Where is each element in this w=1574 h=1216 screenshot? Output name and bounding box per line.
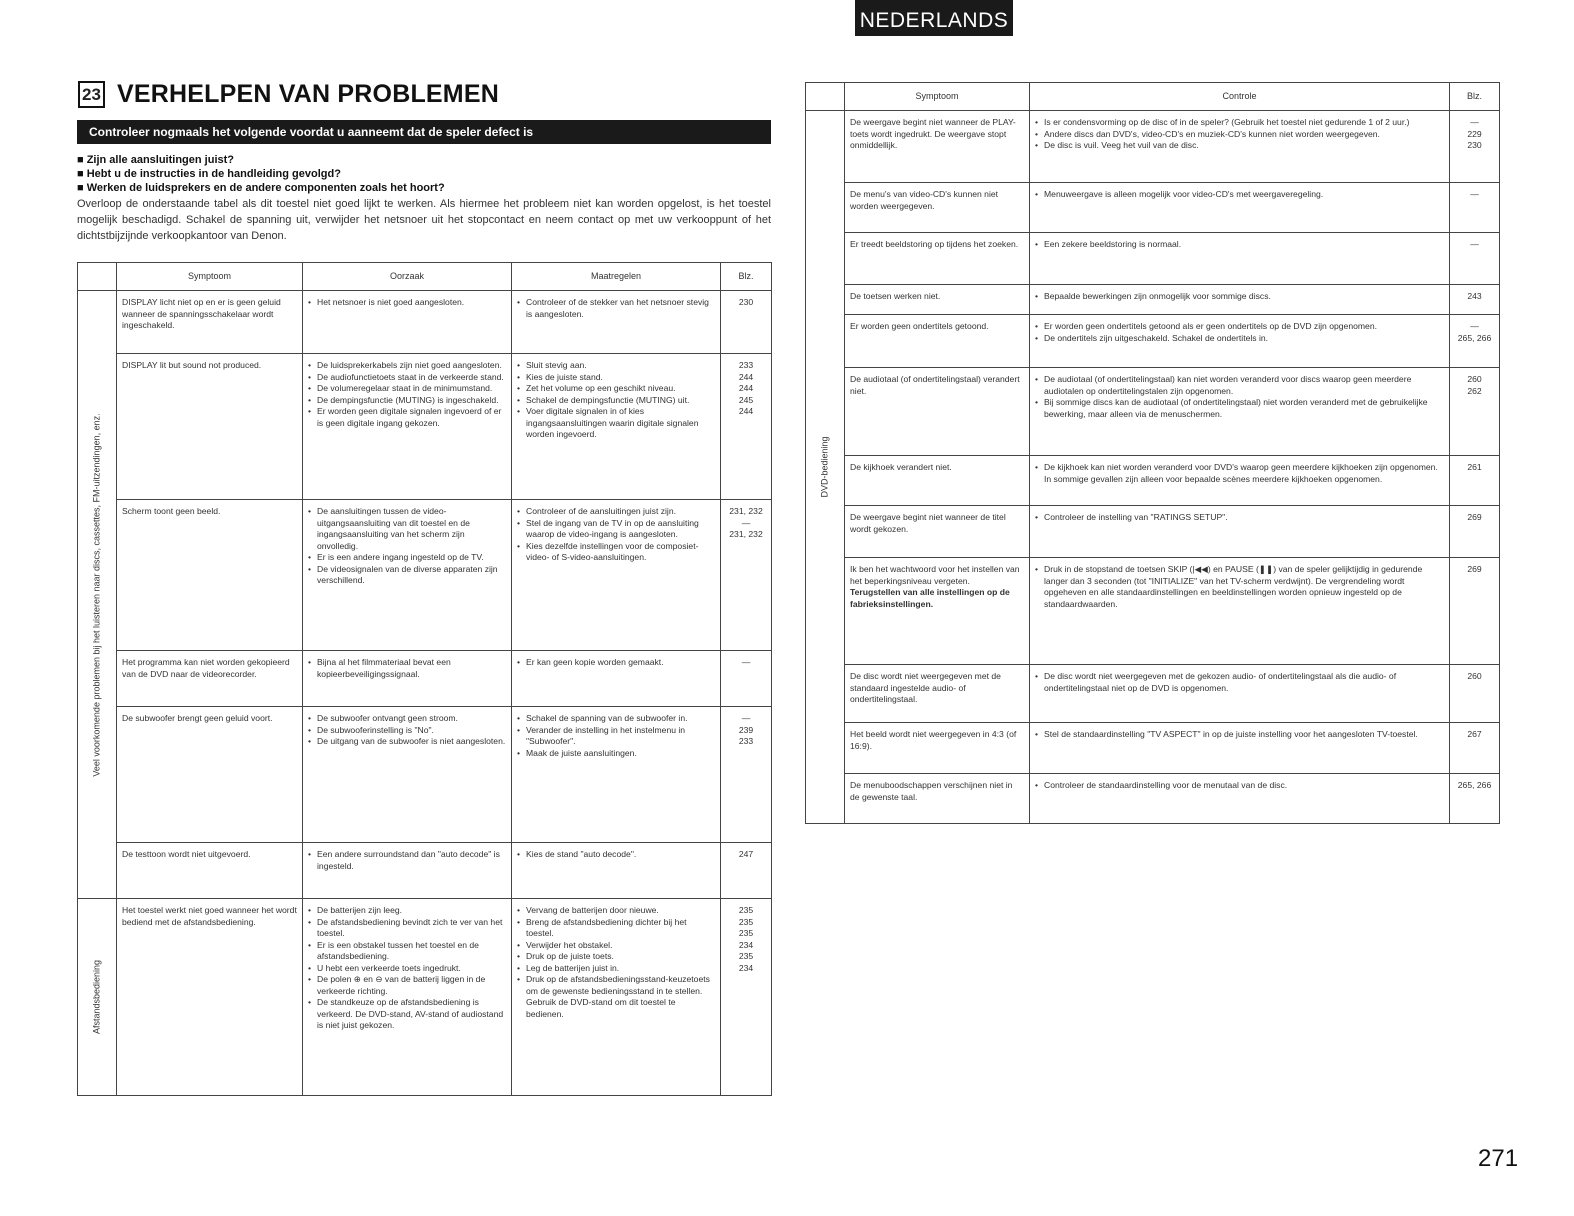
symptom-cell: DISPLAY licht niet op en er is geen geluid wanneer de spanningsschakelaar wordt ingeschakeld.	[117, 291, 303, 354]
remedy-item: • Schakel de spanning van de subwoofer in.	[517, 713, 715, 725]
page-ref-list	[1455, 117, 1494, 152]
check-cell	[1030, 456, 1450, 506]
cause-item-list	[308, 360, 506, 429]
check-item: • Bij sommige discs kan de audiotaal (of ondertitelingstaal) niet worden veranderd met de gebruikelijke bewerking, maar alleen via de menuschermen.	[1035, 397, 1444, 420]
left-troubleshooting-table	[77, 262, 772, 1096]
cause-item: • Er worden geen digitale signalen ingevoerd of er is geen digitale ingang gekozen.	[308, 406, 506, 429]
cause-item: • De batterijen zijn leeg.	[308, 905, 506, 917]
check-cell	[1030, 315, 1450, 368]
symptom-cell: De subwoofer brengt geen geluid voort.	[117, 707, 303, 843]
symptom-text: De audiotaal (of ondertitelingstaal) verandert niet.	[850, 374, 1020, 396]
table-row	[806, 558, 1500, 665]
remedy-item: • Kies de stand "auto decode".	[517, 849, 715, 861]
table-row	[78, 291, 772, 354]
cause-item-list	[308, 506, 506, 587]
page-cell	[1450, 285, 1500, 315]
header-blank	[78, 263, 117, 291]
table-row	[78, 899, 772, 1096]
check-item: • De disc is vuil. Veeg het vuil van de disc.	[1035, 140, 1444, 152]
check-item: ■ Werken de luidsprekers en de andere componenten zoals het hoort?	[77, 182, 445, 194]
cause-cell	[303, 651, 512, 707]
cause-item-list	[308, 849, 506, 872]
page-ref: 244	[738, 383, 754, 393]
page-cell	[721, 354, 772, 500]
header-remedy: Maatregelen	[512, 263, 721, 291]
page-cell	[721, 500, 772, 651]
check-cell	[1030, 285, 1450, 315]
check-item-list	[1035, 189, 1444, 201]
page-cell	[1450, 456, 1500, 506]
remedy-item: • Controleer of de aansluitingen juist zijn.	[517, 506, 715, 518]
cause-item-list	[308, 713, 506, 748]
symptom-cell	[845, 315, 1030, 368]
remedy-item-list	[517, 713, 715, 759]
page-ref-list	[1455, 374, 1494, 397]
cause-cell	[303, 500, 512, 651]
check-item-list	[1035, 729, 1444, 741]
check-item-list	[1035, 117, 1444, 152]
symptom-cell	[845, 233, 1030, 285]
check-item: • De ondertitels zijn uitgeschakeld. Schakel de ondertitels in.	[1035, 333, 1444, 345]
page-ref: —	[1470, 321, 1479, 331]
remedy-item: • Verander de instelling in het instelmenu in "Subwoofer".	[517, 725, 715, 748]
table-row	[806, 368, 1500, 456]
symptom-text: De weergave begint niet wanneer de titel wordt gekozen.	[850, 512, 1006, 534]
check-item: • Menuweergave is alleen mogelijk voor video-CD's met weergaveregeling.	[1035, 189, 1444, 201]
page-ref: —	[741, 517, 751, 528]
page-cell	[721, 707, 772, 843]
check-item: • De disc wordt niet weergegeven met de gekozen audio- of ondertitelingstaal als die audio- of ondertitelingstaal niet op de DVD is opgenomen.	[1035, 671, 1444, 694]
page-ref: 229	[1467, 128, 1482, 139]
cause-item: • De dempingsfunctie (MUTING) is ingeschakeld.	[308, 395, 506, 407]
page-ref: 243	[1467, 291, 1482, 301]
language-tab: NEDERLANDS	[855, 0, 1013, 36]
page-cell	[721, 843, 772, 899]
cause-cell	[303, 899, 512, 1096]
page-ref-list	[726, 360, 766, 418]
page-ref: 269	[1467, 512, 1482, 522]
table-row	[806, 506, 1500, 558]
category-cell	[806, 111, 845, 824]
page-ref: 231, 232	[729, 506, 763, 516]
check-cell	[1030, 558, 1450, 665]
cause-item: • De polen ⊕ en ⊖ van de batterij liggen in de verkeerde richting.	[308, 974, 506, 997]
symptom-cell: DISPLAY lit but sound not produced.	[117, 354, 303, 500]
page-ref-list	[1455, 321, 1494, 344]
check-item: • De kijkhoek kan niet worden veranderd voor DVD's waarop geen meerdere kijkhoeken zijn opgenomen. In sommige gevallen zijn alleen voor bepaalde scènes meerdere kijkhoeken opgenomen.	[1035, 462, 1444, 485]
page-ref: 234	[738, 939, 754, 950]
category-label: Afstandsbediening	[91, 959, 102, 1035]
check-item-list	[1035, 291, 1444, 303]
page-ref: 235	[738, 951, 754, 961]
page-cell	[1450, 558, 1500, 665]
cause-item: • De subwoofer ontvangt geen stroom.	[308, 713, 506, 725]
page-ref-list	[726, 713, 766, 748]
symptom-cell	[845, 723, 1030, 774]
warning-banner: Controleer nogmaals het volgende voordat u aanneemt dat de speler defect is	[77, 120, 771, 144]
remedy-cell	[512, 651, 721, 707]
table-row	[806, 285, 1500, 315]
page-ref-list	[1455, 564, 1494, 576]
page-cell	[1450, 315, 1500, 368]
page-ref-list	[1455, 291, 1494, 303]
symptom-cell	[845, 368, 1030, 456]
page-ref-list	[726, 657, 766, 669]
page-cell	[1450, 506, 1500, 558]
check-item: • Een zekere beeldstoring is normaal.	[1035, 239, 1444, 251]
symptom-text: De toetsen werken niet.	[850, 291, 941, 301]
check-item-list	[1035, 374, 1444, 420]
cause-cell	[303, 707, 512, 843]
page-ref-list	[726, 849, 766, 861]
page-ref: 235	[738, 916, 754, 927]
check-item-list	[1035, 239, 1444, 251]
header-page: Blz.	[1450, 83, 1500, 111]
remedy-cell	[512, 843, 721, 899]
remedy-item: • Kies dezelfde instellingen voor de composiet-video- of S-video-aansluitingen.	[517, 541, 715, 564]
remedy-cell	[512, 899, 721, 1096]
section-heading	[78, 80, 499, 109]
page-ref: 230	[1467, 140, 1482, 150]
cause-item-list	[308, 297, 506, 309]
table-row	[806, 723, 1500, 774]
page-cell	[1450, 183, 1500, 233]
remedy-item-list	[517, 905, 715, 1020]
page-cell	[1450, 723, 1500, 774]
table-row	[806, 315, 1500, 368]
cause-item: • Bijna al het filmmateriaal bevat een kopieerbeveiligingssignaal.	[308, 657, 506, 680]
header-page: Blz.	[721, 263, 772, 291]
symptom-cell	[845, 183, 1030, 233]
remedy-cell	[512, 707, 721, 843]
table-row	[806, 233, 1500, 285]
remedy-item-list	[517, 657, 715, 669]
page-ref: —	[1470, 239, 1479, 249]
page-ref: 235	[738, 928, 754, 938]
table-row	[78, 500, 772, 651]
remedy-item: • Vervang de batterijen door nieuwe.	[517, 905, 715, 917]
checklist	[77, 153, 771, 244]
remedy-cell	[512, 500, 721, 651]
table-row	[806, 665, 1500, 723]
symptom-text: Er worden geen ondertitels getoond.	[850, 321, 989, 331]
check-item: ■ Zijn alle aansluitingen juist?	[77, 154, 234, 166]
cause-item: • De standkeuze op de afstandsbediening is verkeerd. De DVD-stand, AV-stand of audiostand is niet juist gekozen.	[308, 997, 506, 1032]
check-item: • De audiotaal (of ondertitelingstaal) kan niet worden veranderd voor discs waarop geen meerdere audiotalen op ondertitelingstalen zijn opgenomen.	[1035, 374, 1444, 397]
cause-item-list	[308, 905, 506, 1032]
cause-item: • De luidsprekerkabels zijn niet goed aangesloten.	[308, 360, 506, 372]
symptom-text: De weergave begint niet wanneer de PLAY-toets wordt ingedrukt. De weergave stopt onmiddellijk.	[850, 117, 1016, 150]
category-label: Veel voorkomende problemen bij het luisteren naar discs, cassettes, FM-uitzendingen, enz.	[91, 412, 102, 777]
page-ref: 244	[738, 406, 754, 416]
page-ref: —	[741, 713, 751, 723]
page-title: VERHELPEN VAN PROBLEMEN	[117, 80, 499, 108]
page-ref: 239	[738, 724, 754, 735]
symptom-cell	[845, 665, 1030, 723]
cause-item: • De videosignalen van de diverse apparaten zijn verschillend.	[308, 564, 506, 587]
remedy-item: • Controleer of de stekker van het netsnoer stevig is aangesloten.	[517, 297, 715, 320]
remedy-item: • Leg de batterijen juist in.	[517, 963, 715, 975]
table-row	[78, 651, 772, 707]
check-cell	[1030, 233, 1450, 285]
page-cell	[1450, 665, 1500, 723]
cause-item-list	[308, 657, 506, 680]
remedy-item: • Er kan geen kopie worden gemaakt.	[517, 657, 715, 669]
category-cell	[78, 291, 117, 899]
cause-item: • De afstandsbediening bevindt zich te ver van het toestel.	[308, 917, 506, 940]
page-ref-list	[1455, 189, 1494, 201]
page-cell	[1450, 111, 1500, 183]
page-ref: 247	[738, 849, 754, 859]
table-row	[806, 183, 1500, 233]
symptom-text: De menu's van video-CD's kunnen niet worden weergegeven.	[850, 189, 999, 211]
page-ref: 233	[738, 736, 754, 746]
cause-item: • De aansluitingen tussen de video-uitgangsaansluiting van dit toestel en de ingangsaansluiting van het scherm zijn onvolledig.	[308, 506, 506, 552]
page-ref-list	[1455, 512, 1494, 524]
table-row	[806, 774, 1500, 824]
header-symptom: Symptoom	[845, 83, 1030, 111]
check-item-list	[1035, 321, 1444, 344]
cause-item: • De uitgang van de subwoofer is niet aangesloten.	[308, 736, 506, 748]
remedy-item-list	[517, 297, 715, 320]
header-check: Controle	[1030, 83, 1450, 111]
cause-item: • Er is een andere ingang ingesteld op de TV.	[308, 552, 506, 564]
page-ref: 230	[738, 297, 754, 307]
page-ref: 245	[738, 394, 754, 405]
page-ref-list	[1455, 462, 1494, 474]
intro-paragraph: Overloop de onderstaande tabel als dit toestel niet goed lijkt te werken. Als hiermee het probleem niet kan worden opgelost, is het toestel mogelijk beschadigd. Schakel de spanning uit, verwijder het netsnoer uit het stopcontact en neem contact op met uw verkooppunt of het dichtstbijzijnde verkoopkantoor van Denon.	[77, 198, 771, 242]
symptom-cell: Scherm toont geen beeld.	[117, 500, 303, 651]
cause-item: • De audiofunctietoets staat in de verkeerde stand.	[308, 372, 506, 384]
page-ref: 260	[1467, 671, 1482, 681]
cause-cell	[303, 291, 512, 354]
category-label: DVD-bediening	[819, 436, 830, 498]
symptom-cell: De testtoon wordt niet uitgevoerd.	[117, 843, 303, 899]
page-ref: 265, 266	[1457, 332, 1492, 343]
table-row	[78, 354, 772, 500]
symptom-text: De menuboodschappen verschijnen niet in de gewenste taal.	[850, 780, 1013, 802]
cause-item: • De subwooferinstelling is "No".	[308, 725, 506, 737]
cause-item: • De volumeregelaar staat in de minimumstand.	[308, 383, 506, 395]
check-item-list	[1035, 462, 1444, 485]
page-cell	[1450, 774, 1500, 824]
page-ref: —	[741, 657, 751, 667]
page-ref-list	[726, 297, 766, 309]
page-ref: 231, 232	[729, 529, 763, 539]
table-row	[806, 111, 1500, 183]
check-item: ■ Hebt u de instructies in de handleiding gevolgd?	[77, 168, 341, 180]
page-ref: 262	[1467, 385, 1482, 396]
cause-cell	[303, 354, 512, 500]
cause-item: • Het netsnoer is niet goed aangesloten.	[308, 297, 506, 309]
check-item: • Druk in de stopstand de toetsen SKIP (|◀◀) en PAUSE (❚❚) van de speler gelijktijdig in gedurende langer dan 3 seconden (tot "INITIALIZE" van het TV-scherm verdwijnt). De vergrendeling wordt opgeheven en alle standaardinstellingen en beeldinstellingen worden opnieuw ingesteld op de standaardwaarden.	[1035, 564, 1444, 610]
page-ref-list	[1455, 780, 1494, 792]
cause-item: • U hebt een verkeerde toets ingedrukt.	[308, 963, 506, 975]
check-item-list	[1035, 780, 1444, 792]
remedy-item: • Kies de juiste stand.	[517, 372, 715, 384]
page-cell	[1450, 368, 1500, 456]
remedy-item: • Stel de ingang van de TV in op de aansluiting waarop de video-ingang is aangesloten.	[517, 518, 715, 541]
check-cell	[1030, 723, 1450, 774]
symptom-text: De disc wordt niet weergegeven met de standaard ingestelde audio- of ondertitelingstaal.	[850, 671, 1001, 704]
page-ref-list	[726, 506, 766, 541]
cause-item: • Er is een obstakel tussen het toestel en de afstandsbediening.	[308, 940, 506, 963]
remedy-item-list	[517, 360, 715, 441]
page-ref: 261	[1467, 462, 1482, 472]
remedy-item: • Druk op de afstandsbedieningsstand-keuzetoets om de gewenste bedieningsstand in te stellen. Gebruik de DVD-stand om dit toestel te bedienen.	[517, 974, 715, 1020]
symptom-cell: Het toestel werkt niet goed wanneer het wordt bediend met de afstandsbediening.	[117, 899, 303, 1096]
remedy-cell	[512, 291, 721, 354]
remedy-item: • Breng de afstandsbediening dichter bij het toestel.	[517, 917, 715, 940]
check-cell	[1030, 665, 1450, 723]
page-ref-list	[1455, 729, 1494, 741]
cause-item: • Een andere surroundstand dan "auto decode" is ingesteld.	[308, 849, 506, 872]
header-cause: Oorzaak	[303, 263, 512, 291]
check-cell	[1030, 774, 1450, 824]
symptom-text: Er treedt beeldstoring op tijdens het zoeken.	[850, 239, 1019, 249]
check-item-list	[1035, 564, 1444, 610]
check-item: • Controleer de standaardinstelling voor de menutaal van de disc.	[1035, 780, 1444, 792]
symptom-cell: Het programma kan niet worden gekopieerd van de DVD naar de videorecorder.	[117, 651, 303, 707]
page-cell	[1450, 233, 1500, 285]
check-cell	[1030, 506, 1450, 558]
symptom-bold-text: Terugstellen van alle instellingen op de fabrieksinstellingen.	[850, 587, 1010, 609]
check-cell	[1030, 368, 1450, 456]
remedy-item-list	[517, 506, 715, 564]
page-ref-list	[1455, 239, 1494, 251]
remedy-item: • Druk op de juiste toets.	[517, 951, 715, 963]
remedy-item: • Maak de juiste aansluitingen.	[517, 748, 715, 760]
remedy-item: • Zet het volume op een geschikt niveau.	[517, 383, 715, 395]
page-ref: 267	[1467, 729, 1482, 739]
category-cell	[78, 899, 117, 1096]
page-cell	[721, 291, 772, 354]
remedy-item-list	[517, 849, 715, 861]
symptom-cell	[845, 558, 1030, 665]
page-ref-list	[1455, 671, 1494, 683]
check-item: • Bepaalde bewerkingen zijn onmogelijk voor sommige discs.	[1035, 291, 1444, 303]
check-item: • Is er condensvorming op de disc of in de speler? (Gebruik het toestel niet gedurende 1 of 2 uur.)	[1035, 117, 1444, 129]
symptom-text: Ik ben het wachtwoord voor het instellen van het beperkingsniveau vergeten.	[850, 564, 1020, 586]
symptom-cell	[845, 111, 1030, 183]
page-ref: —	[1470, 189, 1479, 199]
page-ref: 260	[1467, 374, 1482, 384]
page-ref: 244	[738, 371, 754, 382]
check-item: • Er worden geen ondertitels getoond als er geen ondertitels op de DVD zijn opgenomen.	[1035, 321, 1444, 333]
symptom-cell	[845, 285, 1030, 315]
check-cell	[1030, 111, 1450, 183]
check-item-list	[1035, 671, 1444, 694]
symptom-text: De kijkhoek verandert niet.	[850, 462, 952, 472]
check-item: • Controleer de instelling van "RATINGS SETUP".	[1035, 512, 1444, 524]
check-item-list	[1035, 512, 1444, 524]
symptom-cell	[845, 506, 1030, 558]
remedy-item: • Verwijder het obstakel.	[517, 940, 715, 952]
page-cell	[721, 651, 772, 707]
page-cell	[721, 899, 772, 1096]
page-ref: —	[1470, 117, 1479, 127]
cause-cell	[303, 843, 512, 899]
check-item: • Stel de standaardinstelling "TV ASPECT" in op de juiste instelling voor het aangesloten TV-toestel.	[1035, 729, 1444, 741]
header-blank	[806, 83, 845, 111]
right-troubleshooting-table	[805, 82, 1500, 824]
remedy-item: • Voer digitale signalen in of kies ingangsaansluitingen waarin digitale signalen worden ingevoerd.	[517, 406, 715, 441]
check-item: • Andere discs dan DVD's, video-CD's en muziek-CD's kunnen niet worden weergegeven.	[1035, 129, 1444, 141]
symptom-cell	[845, 774, 1030, 824]
remedy-cell	[512, 354, 721, 500]
table-row	[78, 843, 772, 899]
table-row	[806, 456, 1500, 506]
check-cell	[1030, 183, 1450, 233]
page-ref: 269	[1467, 564, 1482, 574]
section-number: 23	[78, 81, 105, 108]
remedy-item: • Schakel de dempingsfunctie (MUTING) uit.	[517, 395, 715, 407]
header-symptom: Symptoom	[117, 263, 303, 291]
table-row	[78, 707, 772, 843]
page-ref: 265, 266	[1457, 780, 1492, 790]
page-number: 271	[1478, 1145, 1519, 1172]
remedy-item: • Sluit stevig aan.	[517, 360, 715, 372]
page-ref: 234	[738, 962, 754, 973]
page-ref-list	[726, 905, 766, 974]
page-ref: 235	[738, 905, 754, 915]
page-ref: 233	[738, 360, 754, 370]
symptom-cell	[845, 456, 1030, 506]
symptom-text: Het beeld wordt niet weergegeven in 4:3 (of 16:9).	[850, 729, 1017, 751]
